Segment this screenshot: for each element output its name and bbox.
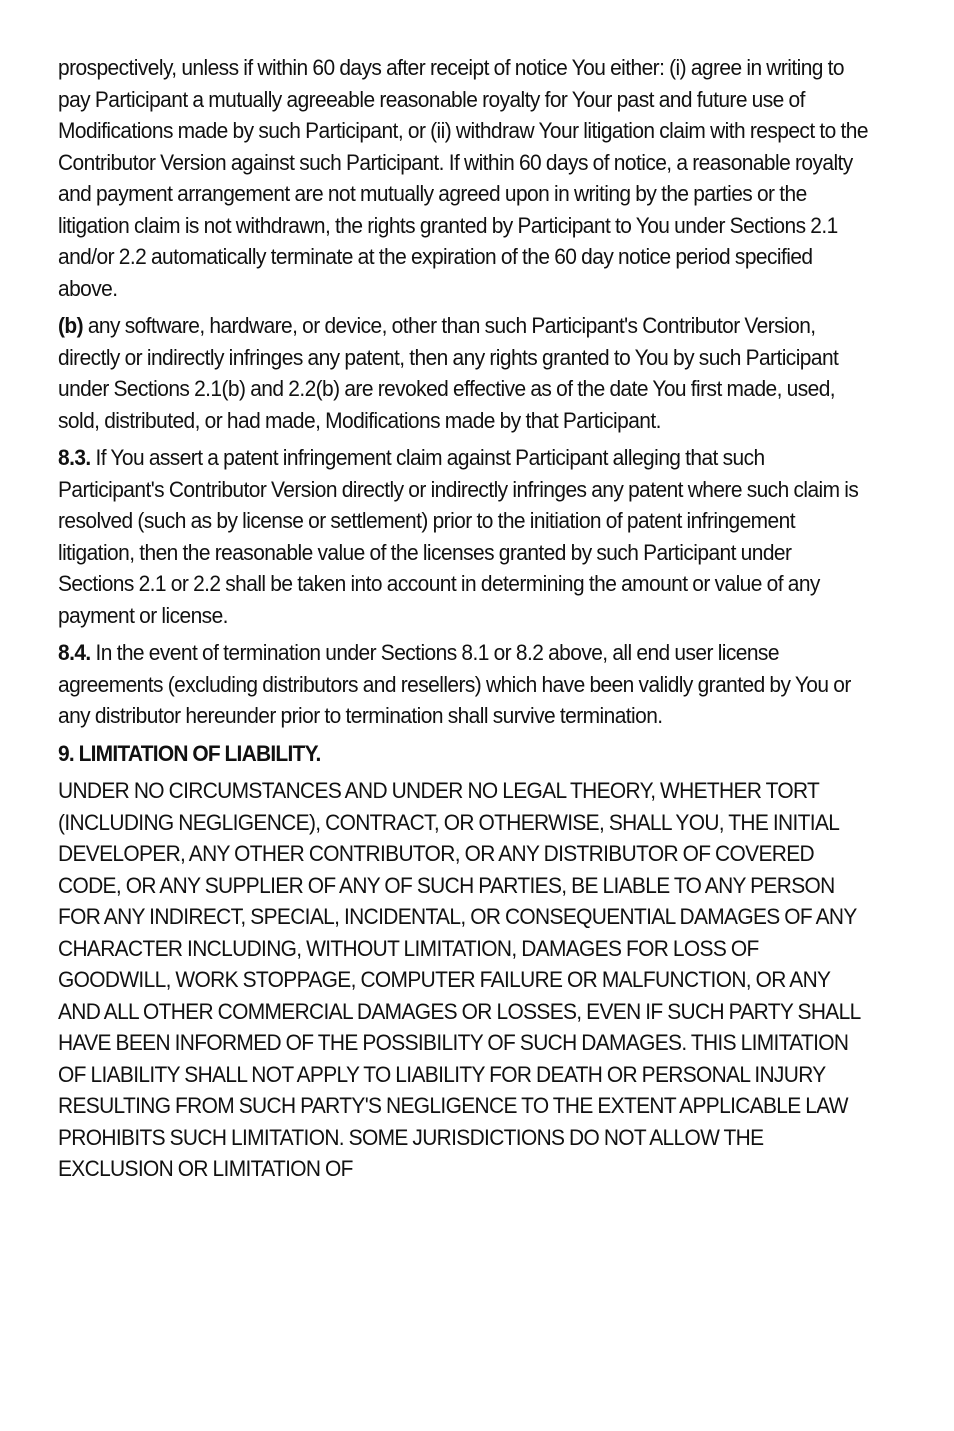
section-9-text: UNDER NO CIRCUMSTANCES AND UNDER NO LEGAL THEORY, WHETHER TORT (INCLUDING NEGLIGENCE), CONTRACT, OR OTHERWISE, SHALL YOU, THE INITIAL DEVELOPER, ANY OTHER CONTRIBUTOR, OR ANY DISTRIBUTOR OF COVERED CODE, OR ANY SUPPLIER OF ANY OF SUCH PARTIES, BE LIABLE TO ANY PERSON FOR ANY INDIRECT, SPECIAL, INCIDENTAL, OR CONSEQUENTIAL DAMAGES OF ANY CHARACTER INCLUDING, WITHOUT LIMITATION, DAMAGES FOR LOSS OF GOODWILL, WORK STOPPAGE, COMPUTER FAILURE OR MALFUNCTION, OR ANY AND ALL OTHER COMMERCIAL DAMAGES OR LOSSES, EVEN IF SUCH PARTY SHALL HAVE BEEN INFORMED OF THE POSSIBILITY OF SUCH DAMAGES. THIS LIMITATION OF LIABILITY SHALL NOT APPLY TO LIABILITY FOR DEATH OR PERSONAL INJURY RESULTING FROM SUCH PARTY'S NEGLIGENCE TO THE EXTENT APPLICABLE LAW PROHIBITS SUCH LIMITATION. SOME JURISDICTIONS DO NOT ALLOW THE EXCLUSION OR LIMITATION OF	[58, 778, 860, 1181]
paragraph-8-2-b	[58, 310, 870, 436]
paragraph-text: prospectively, unless if within 60 days after receipt of notice You either: (i) agree in writing to pay Participant a mutually agreeable reasonable royalty for Your past and future use of Modifications made by such Participant, or (ii) withdraw Your litigation claim with respect to the Contributor Version against such Participant. If within 60 days of notice, a reasonable royalty and payment arrangement are not mutually agreed upon in writing by the parties or the litigation claim is not withdrawn, the rights granted by Participant to You under Sections 2.1 and/or 2.2 automatically terminate at the expiration of the 60 day notice period specified above.	[58, 55, 868, 301]
paragraph-8-3	[58, 442, 870, 631]
section-9-heading: 9. LIMITATION OF LIABILITY.	[58, 740, 321, 766]
paragraph-label: 8.3.	[58, 445, 91, 470]
paragraph-text: any software, hardware, or device, other than such Participant's Contributor Version, directly or indirectly infringes any patent, then any rights granted to You by such Participant under Sections 2.1(b) and 2.2(b) are revoked effective as of the date You first made, used, sold, distributed, or had made, Modifications made by that Participant.	[58, 313, 839, 433]
paragraph-label: 8.4.	[58, 640, 91, 665]
document-page	[58, 52, 870, 1191]
paragraph-text: In the event of termination under Sections 8.1 or 8.2 above, all end user license agreements (excluding distributors and resellers) which have been validly granted by You or any distributor hereunder prior to termination shall survive termination.	[58, 640, 851, 728]
paragraph-8-4	[58, 637, 870, 732]
paragraph-8-2-continuation	[58, 52, 870, 304]
paragraph-label: (b)	[58, 313, 84, 338]
paragraph-text: If You assert a patent infringement claim against Participant alleging that such Participant's Contributor Version directly or indirectly infringes any patent where such claim is resolved (such as by license or settlement) prior to the initiation of patent infringement litigation, then the reasonable value of the licenses granted by such Participant under Sections 2.1 or 2.2 shall be taken into account in determining the amount or value of any payment or license.	[58, 445, 859, 628]
